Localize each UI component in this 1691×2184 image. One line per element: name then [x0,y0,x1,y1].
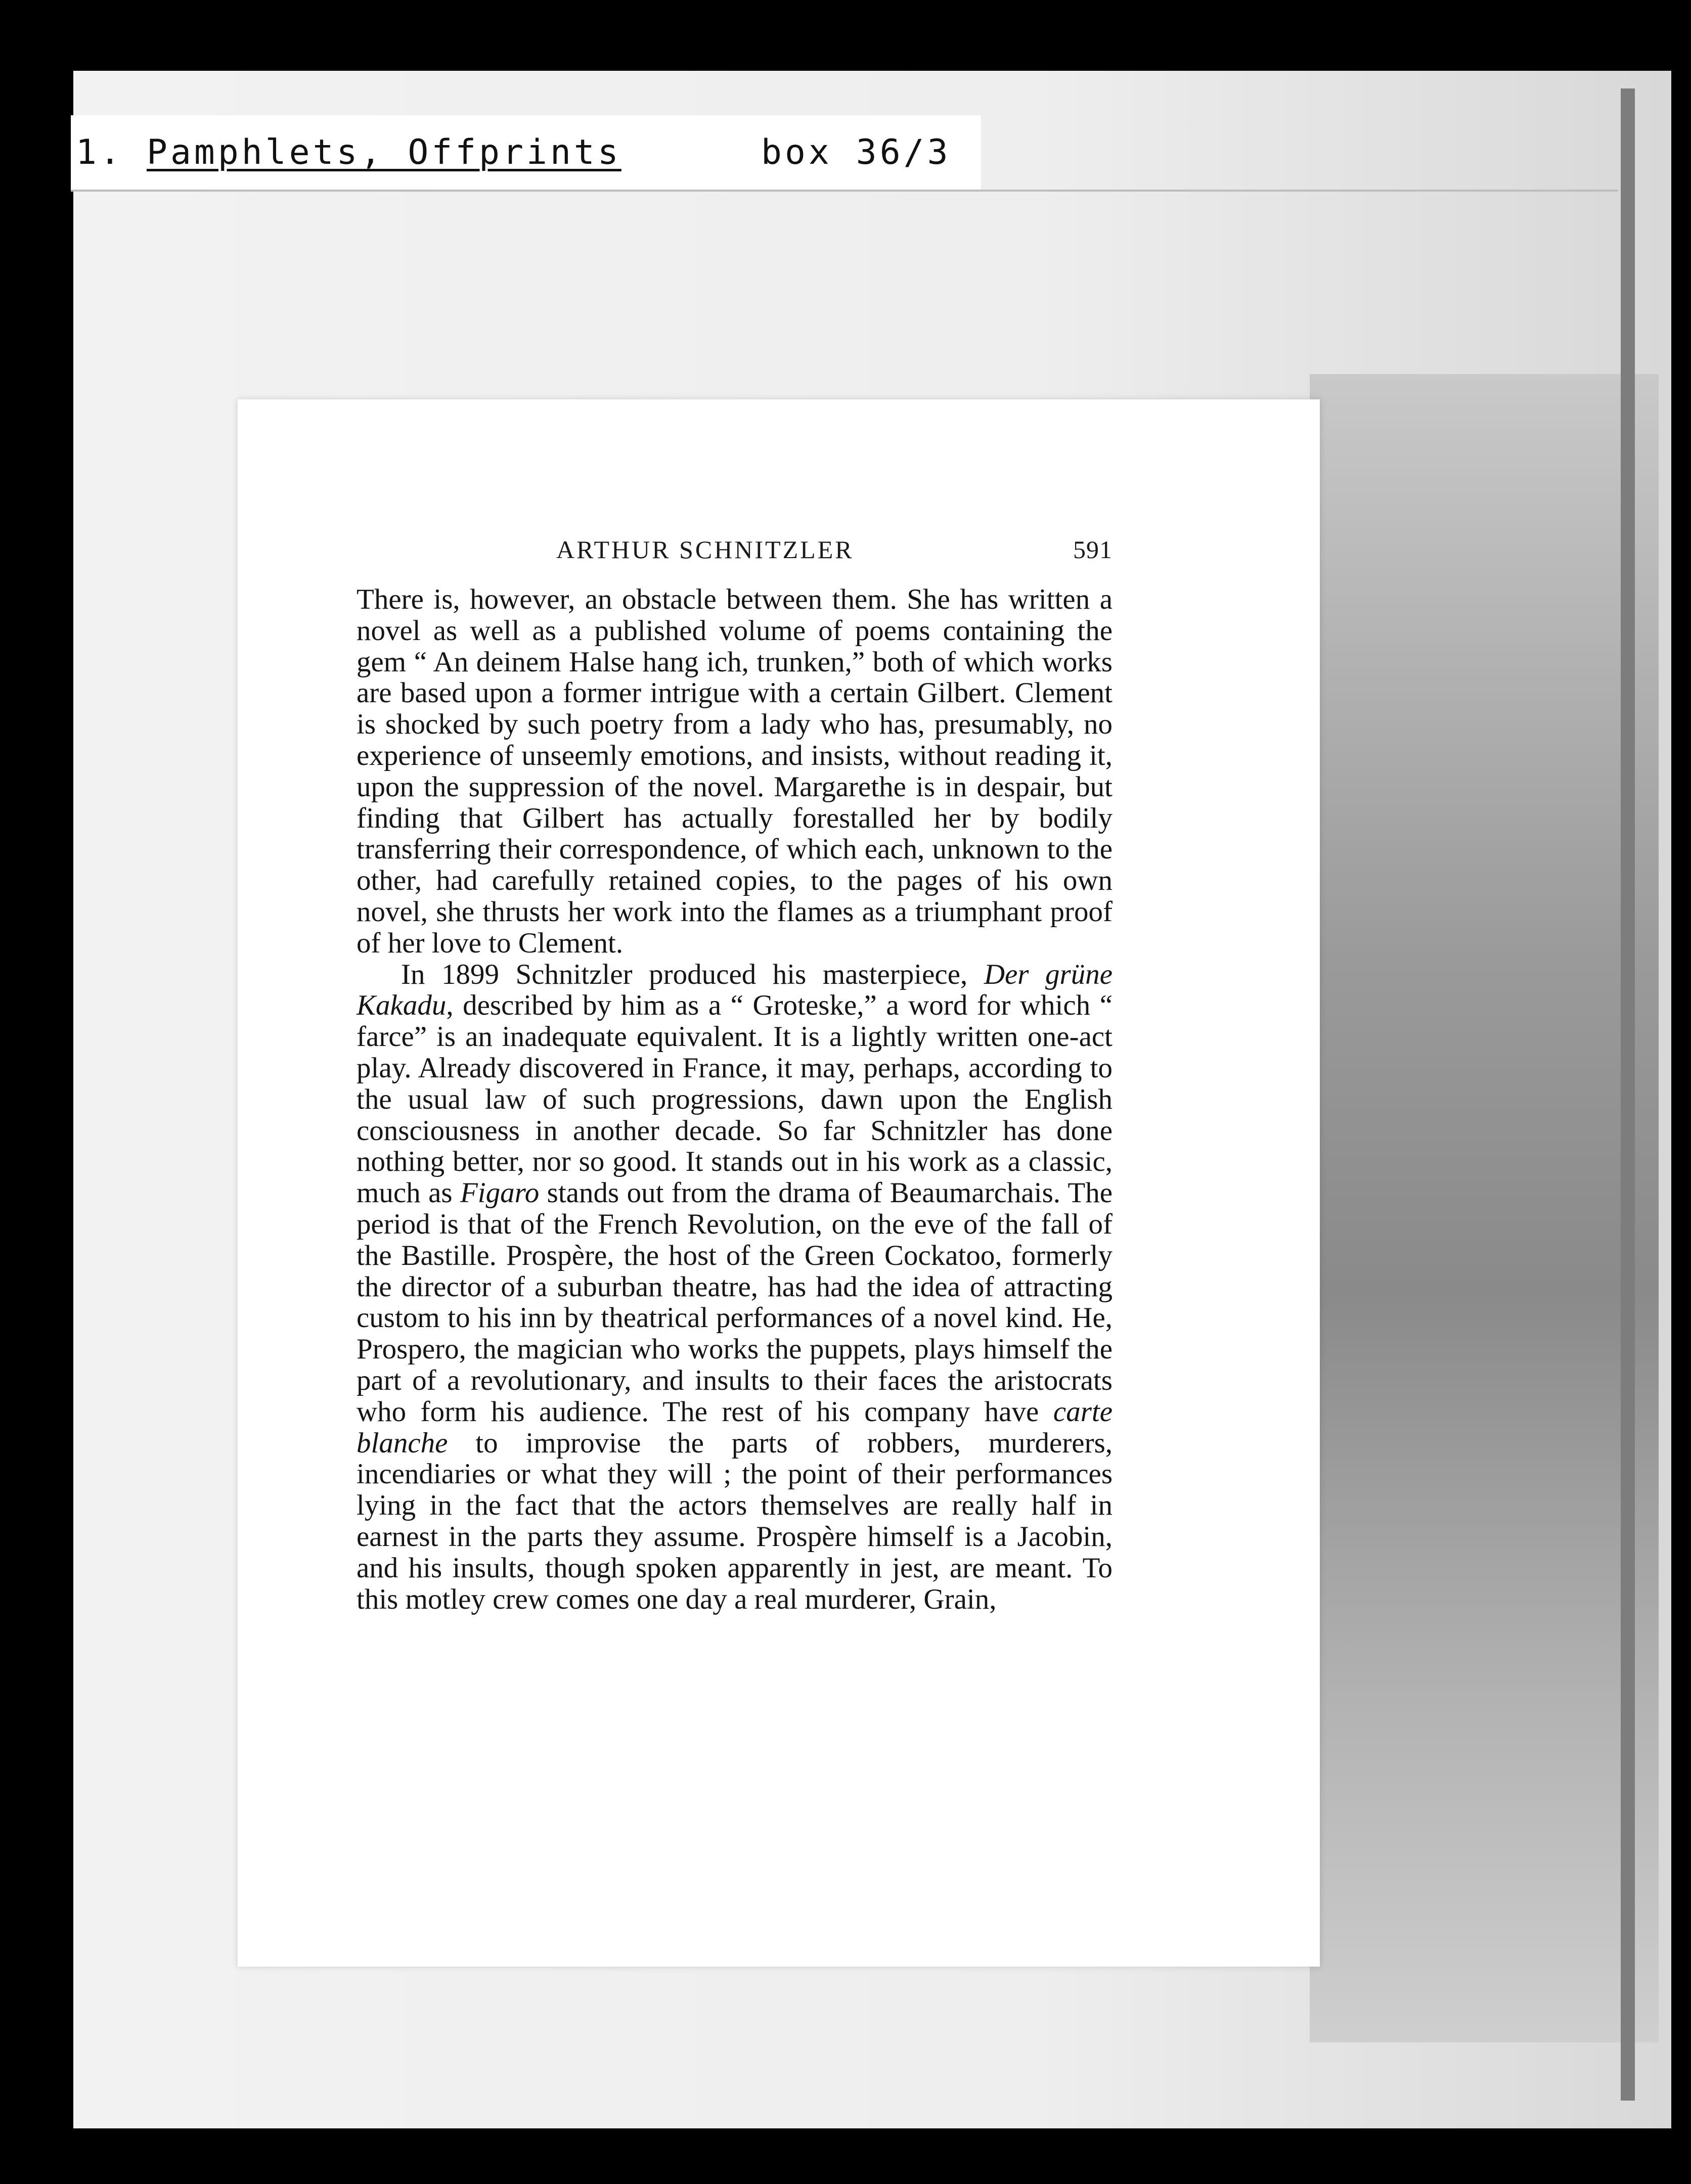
paragraph-1: There is, however, an obstacle between them. She has written a novel as well as a published volume of poems containing the gem “ An deinem Halse hang ich, trunken,” both of which works are based upon a former intrigue with a certain Gilbert. Clement is shocked by such poetry from a lady who has, presumably, no experience of unseemly emotions, and insists, without reading it, upon the suppression of the novel. Margarethe is in despair, but finding that Gilbert has actually forestalled her by bodily transferring their correspondence, of which each, unknown to the other, had carefully retained copies, to the pages of his own novel, she thrusts her work into the flames as a triumphant proof of her love to Clement. [357,583,1112,959]
paragraph-2-part-b: , described by him as a “ Groteske,” a word for which “ farce” is an inadequate equivalent. It is a lightly written one-act play. Already discovered in France, it may, perhaps, according to the usual law of such progressions, dawn upon the English consciousness in another decade. So far Schnitzler has done nothing better, nor so good. It stands out in his work as a classic, much as [357,989,1112,1209]
paragraph-2-part-c: stands out from the drama of Beaumarchais. The period is that of the French Revolution, on the eve of the fall of the Bastille. Prospère, the host of the Green Cockatoo, formerly the director of a suburban theatre, has had the idea of attracting custom to his inn by theatrical performances of a novel kind. He, Prospero, the magician who works the puppets, plays himself the part of a revolutionary, and insults to their faces the aristocrats who form his audience. The rest of his company have [357,1177,1113,1428]
paragraph-2-part-d: to improvise the parts of robbers, murderers, incendiaries or what they will ; the point of their performances lying in the fact that the actors themselves are really half in earnest in the parts they assume. Prospère himself is a Jacobin, and his insults, though spoken apparently in jest, are meant. To this motley crew comes one day a real murderer, Grain, [357,1427,1113,1615]
shadow-panel [1310,374,1659,2042]
archive-index: 1. [76,132,123,172]
label-divider [71,190,1618,192]
paragraph-2-part-a: In 1899 Schnitzler produced his masterpiece, [401,958,968,990]
archive-box-number: box 36/3 [761,132,951,172]
running-title: ARTHUR SCHNITZLER [556,535,854,564]
sheet-edge [1621,88,1635,2101]
page-number: 591 [1073,535,1112,564]
figaro-title: Figaro [460,1177,540,1209]
page-body [357,584,1112,1615]
paragraph-2 [357,959,1112,1615]
play-title: Der grüne Kakadu [357,958,1112,1022]
carte-blanche-phrase: carte blanche [357,1395,1113,1459]
archive-category: Pamphlets, Offprints [147,132,621,172]
